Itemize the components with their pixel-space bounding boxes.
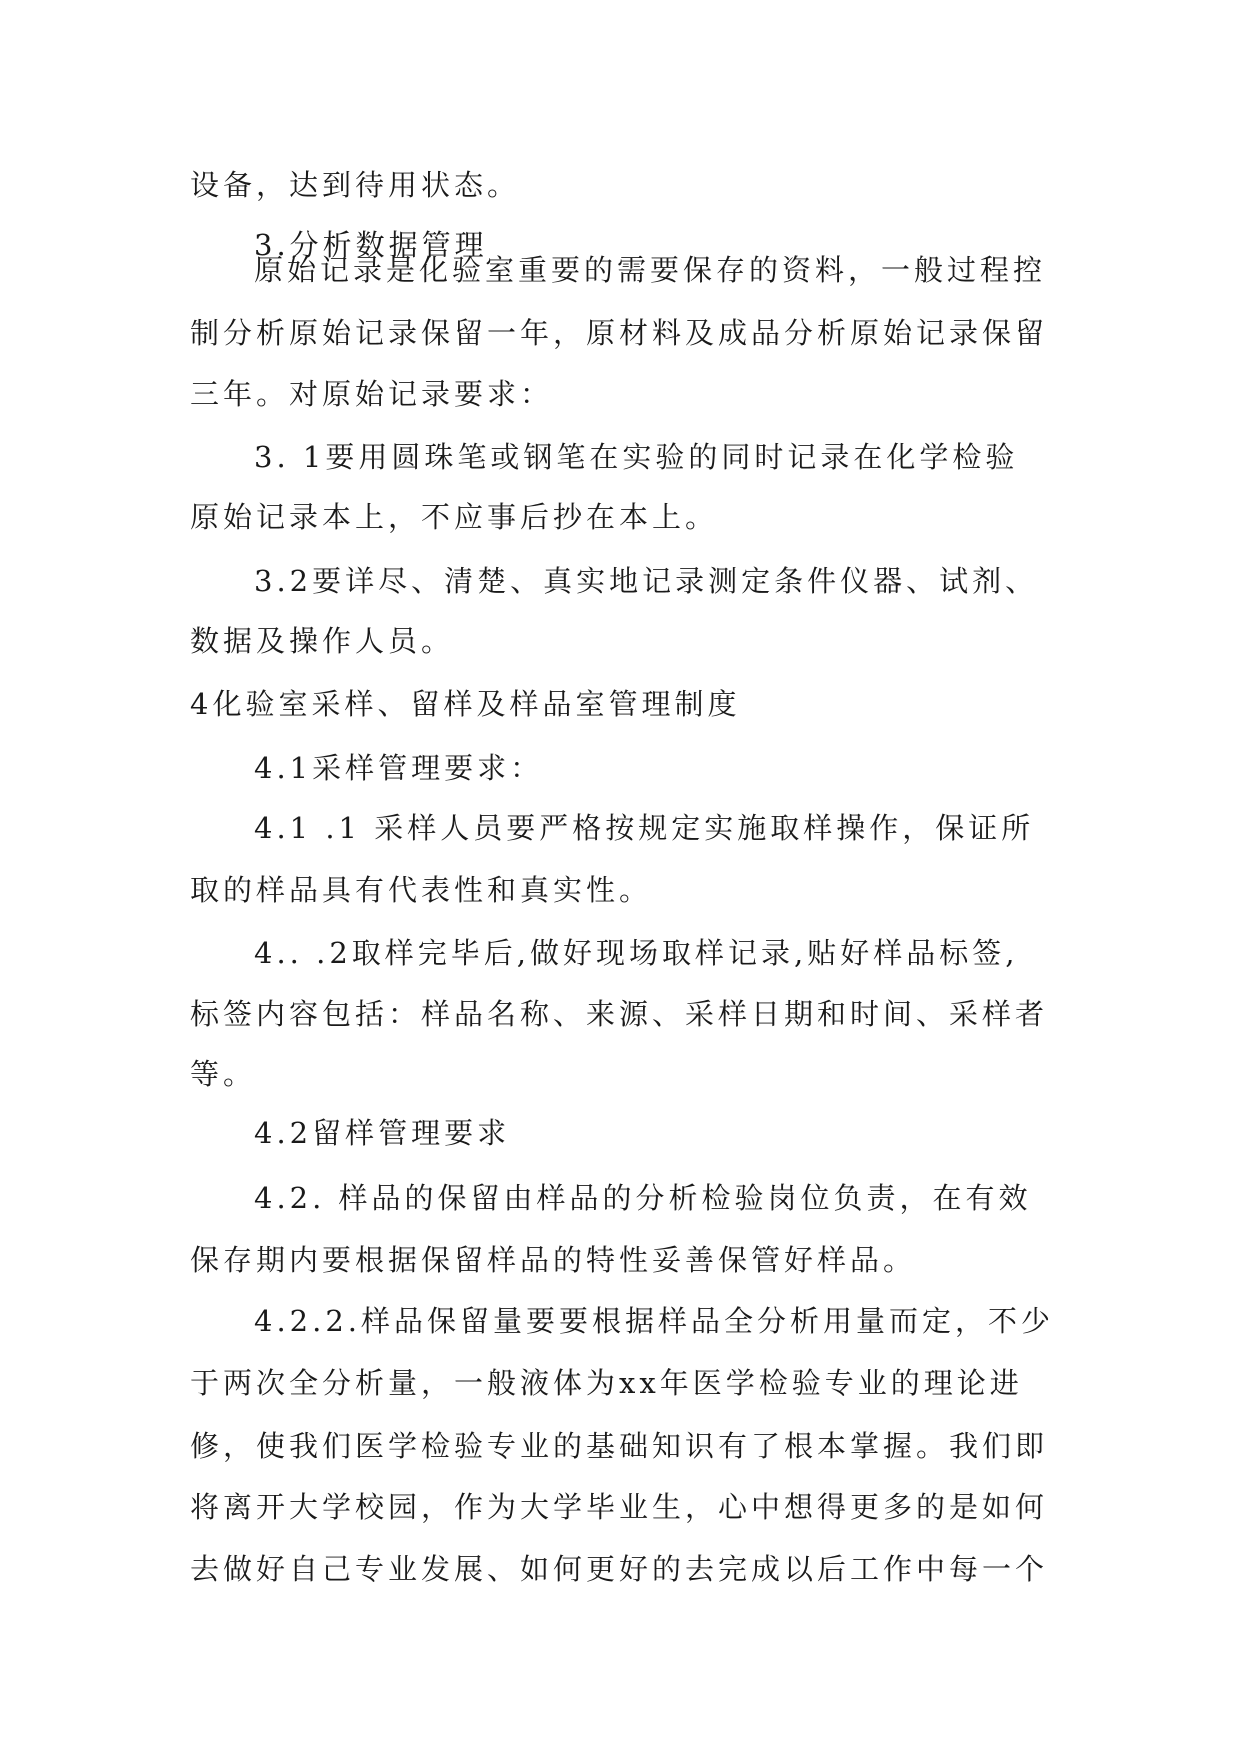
section-heading: 3.分析数据管理 xyxy=(254,228,488,262)
text-line: 保存期内要根据保留样品的特性妥善保管好样品。 xyxy=(190,1243,917,1277)
text-line: 修，使我们医学检验专业的基础知识有了根本掌握。我们即 xyxy=(190,1429,1049,1463)
text-line: 标签内容包括：样品名称、来源、采样日期和时间、采样者 xyxy=(190,997,1049,1031)
text-line: 4.1 .1 采样人员要严格按规定实施取样操作，保证所 xyxy=(254,811,1035,845)
text-line: 制分析原始记录保留一年，原材料及成品分析原始记录保留 xyxy=(190,316,1049,350)
text-line: 原始记录是化验室重要的需要保存的资料，一般过程控 xyxy=(254,253,1047,287)
text-line: 三年。对原始记录要求： xyxy=(190,377,554,411)
text-line: 数据及操作人员。 xyxy=(190,624,455,658)
text-line: 3.2要详尽、清楚、真实地记录测定条件仪器、试剂、 xyxy=(254,564,1039,598)
text-line: 等。 xyxy=(190,1057,257,1091)
text-line: 4.. .2取样完毕后,做好现场取样记录,贴好样品标签, xyxy=(254,936,1019,970)
section-heading: 4.2留样管理要求 xyxy=(254,1116,511,1150)
section-heading: 4化验室采样、留样及样品室管理制度 xyxy=(190,687,741,721)
text-line: 设备，达到待用状态。 xyxy=(190,168,521,202)
text-line: 于两次全分析量，一般液体为xx年医学检验专业的理论进 xyxy=(190,1366,1023,1400)
text-line: 取的样品具有代表性和真实性。 xyxy=(190,873,653,907)
text-line: 原始记录本上，不应事后抄在本上。 xyxy=(190,500,719,534)
text-line: 去做好自己专业发展、如何更好的去完成以后工作中每一个 xyxy=(190,1552,1049,1586)
text-line: 3. 1要用圆珠笔或钢笔在实验的同时记录在化学检验 xyxy=(254,440,1019,474)
text-line: 将离开大学校园，作为大学毕业生，心中想得更多的是如何 xyxy=(190,1490,1049,1524)
text-line: 4.2. 样品的保留由样品的分析检验岗位负责，在有效 xyxy=(254,1181,1032,1215)
text-line: 4.2.2.样品保留量要要根据样品全分析用量而定，不少 xyxy=(254,1304,1055,1338)
section-heading: 4.1采样管理要求： xyxy=(254,751,544,785)
